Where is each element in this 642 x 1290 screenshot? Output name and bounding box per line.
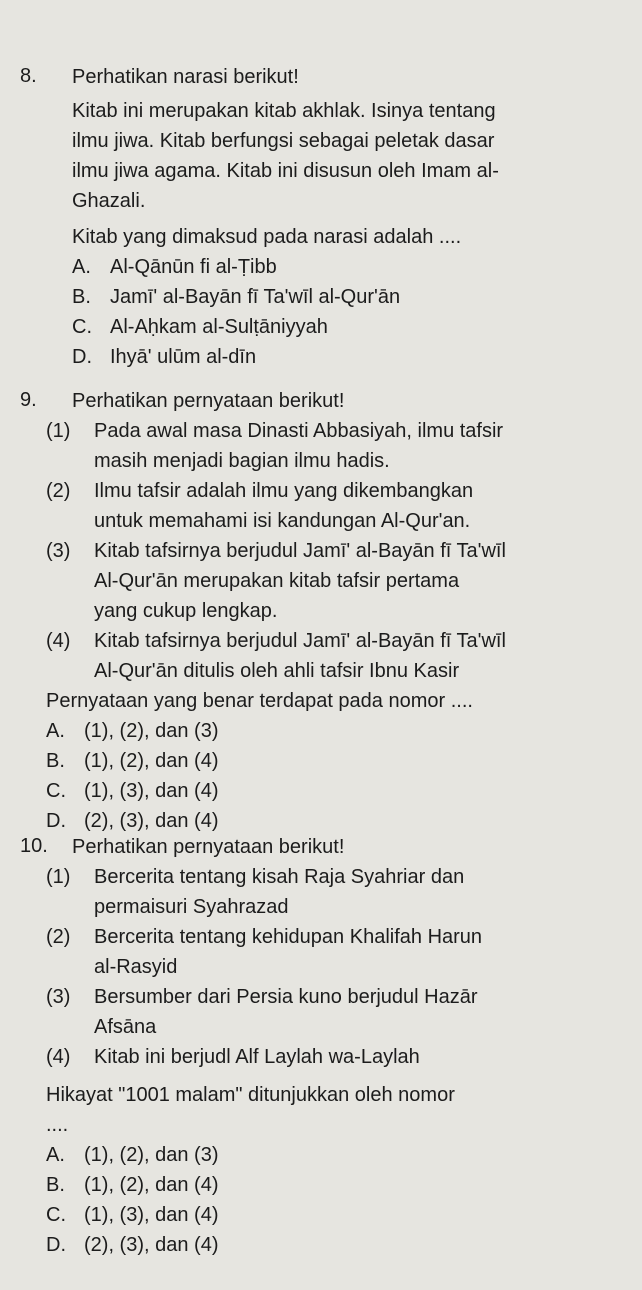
option-text: (2), (3), dan (4) bbox=[84, 810, 219, 832]
option-text: Jamī' al-Bayān fī Ta'wīl al-Qur'ān bbox=[110, 286, 401, 308]
option-text: Ihyā' ulūm al-dīn bbox=[110, 346, 257, 368]
question-body bbox=[72, 62, 632, 372]
option-c[interactable] bbox=[46, 776, 632, 806]
statement-line: permaisuri Syahrazad bbox=[94, 896, 289, 918]
question-heading: Perhatikan pernyataan berikut! bbox=[72, 390, 345, 412]
statement-line: al-Rasyid bbox=[94, 956, 178, 978]
statement-3 bbox=[46, 982, 632, 1042]
option-a[interactable] bbox=[46, 1140, 632, 1170]
option-letter: D. bbox=[72, 346, 92, 368]
statement-1 bbox=[46, 862, 632, 922]
question-prompt: Hikayat "1001 malam" ditunjukkan oleh nomor bbox=[46, 1084, 455, 1106]
option-d[interactable] bbox=[46, 1230, 632, 1260]
statement-line: Bercerita tentang kisah Raja Syahriar dan bbox=[94, 866, 465, 888]
option-text: Al-Aḥkam al-Sulṭāniyyah bbox=[110, 316, 328, 338]
question-prompt: Pernyataan yang benar terdapat pada nomor .... bbox=[46, 690, 473, 712]
narrative-line: ilmu jiwa. Kitab berfungsi sebagai peletak dasar bbox=[72, 130, 495, 152]
question-prompt-continued: .... bbox=[46, 1114, 69, 1136]
option-text: (1), (2), dan (4) bbox=[84, 750, 219, 772]
statement-line: Kitab tafsirnya berjudul Jamī' al-Bayān fī Ta'wīl bbox=[94, 540, 506, 562]
option-text: (1), (2), dan (3) bbox=[84, 1144, 219, 1166]
statement-line: masih menjadi bagian ilmu hadis. bbox=[94, 450, 390, 472]
statement-line: Al-Qur'ān merupakan kitab tafsir pertama bbox=[94, 570, 460, 592]
statement-1 bbox=[46, 416, 632, 476]
question-prompt: Kitab yang dimaksud pada narasi adalah .... bbox=[72, 226, 462, 248]
option-text: (1), (3), dan (4) bbox=[84, 780, 219, 802]
option-letter: A. bbox=[46, 720, 65, 742]
question-number: 9. bbox=[20, 389, 37, 411]
statement-number: (4) bbox=[46, 1046, 71, 1068]
option-letter: B. bbox=[46, 750, 65, 772]
question-body bbox=[46, 832, 632, 1260]
question-body bbox=[46, 386, 632, 836]
option-letter: C. bbox=[46, 780, 66, 802]
statement-line: Kitab ini berjudl Alf Laylah wa-Laylah bbox=[94, 1046, 420, 1068]
statement-line: untuk memahami isi kandungan Al-Qur'an. bbox=[94, 510, 471, 532]
option-letter: D. bbox=[46, 1234, 66, 1256]
option-letter: C. bbox=[72, 316, 92, 338]
statement-2 bbox=[46, 476, 632, 536]
statement-line: Pada awal masa Dinasti Abbasiyah, ilmu tafsir bbox=[94, 420, 504, 442]
statement-line: Al-Qur'ān ditulis oleh ahli tafsir Ibnu Kasir bbox=[94, 660, 460, 682]
option-b[interactable] bbox=[46, 746, 632, 776]
statement-number: (4) bbox=[46, 630, 71, 652]
option-a[interactable] bbox=[72, 252, 632, 282]
option-letter: B. bbox=[72, 286, 91, 308]
question-number: 8. bbox=[20, 65, 37, 87]
question-heading: Perhatikan narasi berikut! bbox=[72, 66, 299, 88]
option-text: (1), (2), dan (3) bbox=[84, 720, 219, 742]
statement-4 bbox=[46, 1042, 632, 1072]
option-d[interactable] bbox=[72, 342, 632, 372]
option-a[interactable] bbox=[46, 716, 632, 746]
statement-line: Ilmu tafsir adalah ilmu yang dikembangkan bbox=[94, 480, 474, 502]
statement-number: (2) bbox=[46, 480, 71, 502]
statement-3 bbox=[46, 536, 632, 626]
narrative-line: ilmu jiwa agama. Kitab ini disusun oleh Imam al- bbox=[72, 160, 499, 182]
option-letter: B. bbox=[46, 1174, 65, 1196]
statement-4 bbox=[46, 626, 632, 686]
option-text: (1), (3), dan (4) bbox=[84, 1204, 219, 1226]
option-text: (2), (3), dan (4) bbox=[84, 1234, 219, 1256]
statement-number: (3) bbox=[46, 540, 71, 562]
option-c[interactable] bbox=[72, 312, 632, 342]
question-number: 10. bbox=[20, 835, 48, 857]
narrative-line: Ghazali. bbox=[72, 190, 146, 212]
option-c[interactable] bbox=[46, 1200, 632, 1230]
option-text: (1), (2), dan (4) bbox=[84, 1174, 219, 1196]
statement-number: (2) bbox=[46, 926, 71, 948]
statement-line: Bercerita tentang kehidupan Khalifah Harun bbox=[94, 926, 483, 948]
option-letter: A. bbox=[46, 1144, 65, 1166]
statement-number: (1) bbox=[46, 866, 71, 888]
option-letter: C. bbox=[46, 1204, 66, 1226]
narrative-line: Kitab ini merupakan kitab akhlak. Isinya tentang bbox=[72, 100, 496, 122]
statement-number: (1) bbox=[46, 420, 71, 442]
statement-line: Kitab tafsirnya berjudul Jamī' al-Bayān fī Ta'wīl bbox=[94, 630, 506, 652]
option-letter: A. bbox=[72, 256, 91, 278]
statement-number: (3) bbox=[46, 986, 71, 1008]
statement-line: yang cukup lengkap. bbox=[94, 600, 278, 622]
statement-2 bbox=[46, 922, 632, 982]
statement-line: Afsāna bbox=[94, 1016, 157, 1038]
option-b[interactable] bbox=[72, 282, 632, 312]
option-text: Al-Qānūn fi al-Ṭibb bbox=[110, 256, 277, 278]
question-heading: Perhatikan pernyataan berikut! bbox=[72, 836, 345, 858]
statement-line: Bersumber dari Persia kuno berjudul Hazār bbox=[94, 986, 478, 1008]
option-letter: D. bbox=[46, 810, 66, 832]
option-b[interactable] bbox=[46, 1170, 632, 1200]
